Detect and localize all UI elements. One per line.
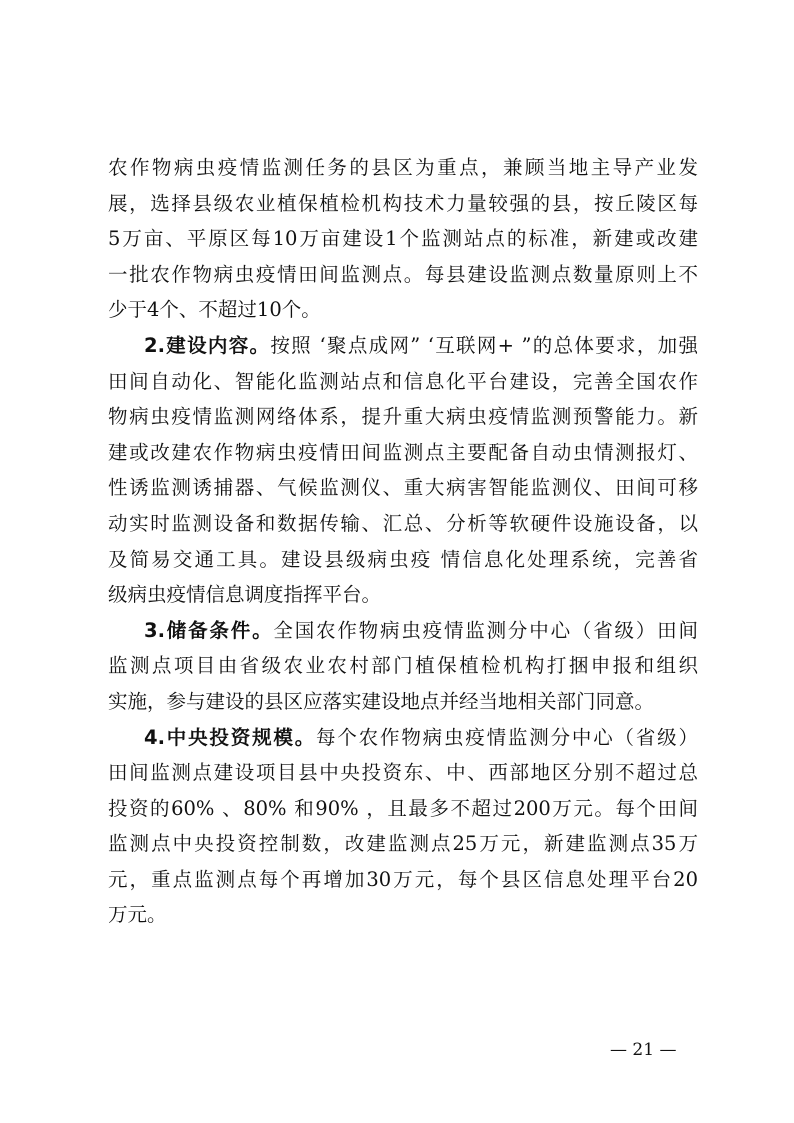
- body-text-line: 动实时监测设备和数据传输、汇总、分析等软硬件设施设备，以: [108, 511, 698, 535]
- section-4-heading: 4.中央投资规模。: [144, 725, 317, 749]
- body-text-line: 少于4个、不超过10个。: [108, 298, 321, 322]
- body-text-line: 建或改建农作物病虫疫情田间监测点主要配备自动虫情测报灯、: [108, 440, 698, 464]
- section-4-first-line-text: 每个农作物病虫疫情监测分中心（省级）: [316, 725, 698, 749]
- section-2-first-line-text: 按照 ‘聚点成网” ‘互联网+ ”的总体要求，加强: [270, 333, 698, 357]
- section-3-heading: 3.储备条件。: [144, 618, 274, 642]
- page-number: — 21 —: [610, 1040, 677, 1060]
- body-text-line: 监测点项目由省级农业农村部门植保植检机构打捆申报和组织: [108, 654, 698, 678]
- section-2-heading: 2.建设内容。: [144, 333, 271, 357]
- body-text-line: 5万亩、平原区每10万亩建设1个监测站点的标准，新建或改建: [108, 227, 698, 251]
- body-text-line: 及简易交通工具。建设县级病虫疫 情信息化处理系统，完善省: [108, 547, 698, 571]
- body-text-line: 性诱监测诱捕器、气候监测仪、重大病害智能监测仪、田间可移: [108, 476, 698, 500]
- body-text-line: 一批农作物病虫疫情田间监测点。每县建设监测点数量原则上不: [108, 262, 698, 286]
- body-text-line: 级病虫疫情信息调度指挥平台。: [108, 583, 382, 607]
- body-text-line: 展，选择县级农业植保植检机构技术力量较强的县，按丘陵区每: [108, 191, 698, 215]
- body-text-line: 实施，参与建设的县区应落实建设地点并经当地相关部门同意。: [108, 689, 655, 713]
- section-4-first-line: [108, 720, 698, 756]
- body-text-line: 物病虫疫情监测网络体系，提升重大病虫疫情监测预警能力。新: [108, 405, 698, 429]
- body-text-line: 农作物病虫疫情监测任务的县区为重点，兼顾当地主导产业发: [108, 156, 698, 179]
- body-text-line: 元，重点监测点每个再增加30万元，每个县区信息处理平台20: [108, 867, 698, 891]
- section-2-first-line: [108, 328, 698, 364]
- document-body: [108, 150, 698, 933]
- body-text-line: 投资的60% 、80% 和90% ，且最多不超过200万元。每个田间: [108, 796, 698, 820]
- body-text-line: 监测点中央投资控制数，改建监测点25万元，新建监测点35万: [108, 832, 698, 856]
- body-text-line: 田间自动化、智能化监测站点和信息化平台建设，完善全国农作: [108, 369, 698, 393]
- body-text-line: 田间监测点建设项目县中央投资东、中、西部地区分别不超过总: [108, 761, 698, 785]
- section-3-first-line: [108, 613, 698, 649]
- body-text-line: 万元。: [108, 903, 167, 927]
- section-3-first-line-text: 全国农作物病虫疫情监测分中心（省级）田间: [273, 618, 698, 642]
